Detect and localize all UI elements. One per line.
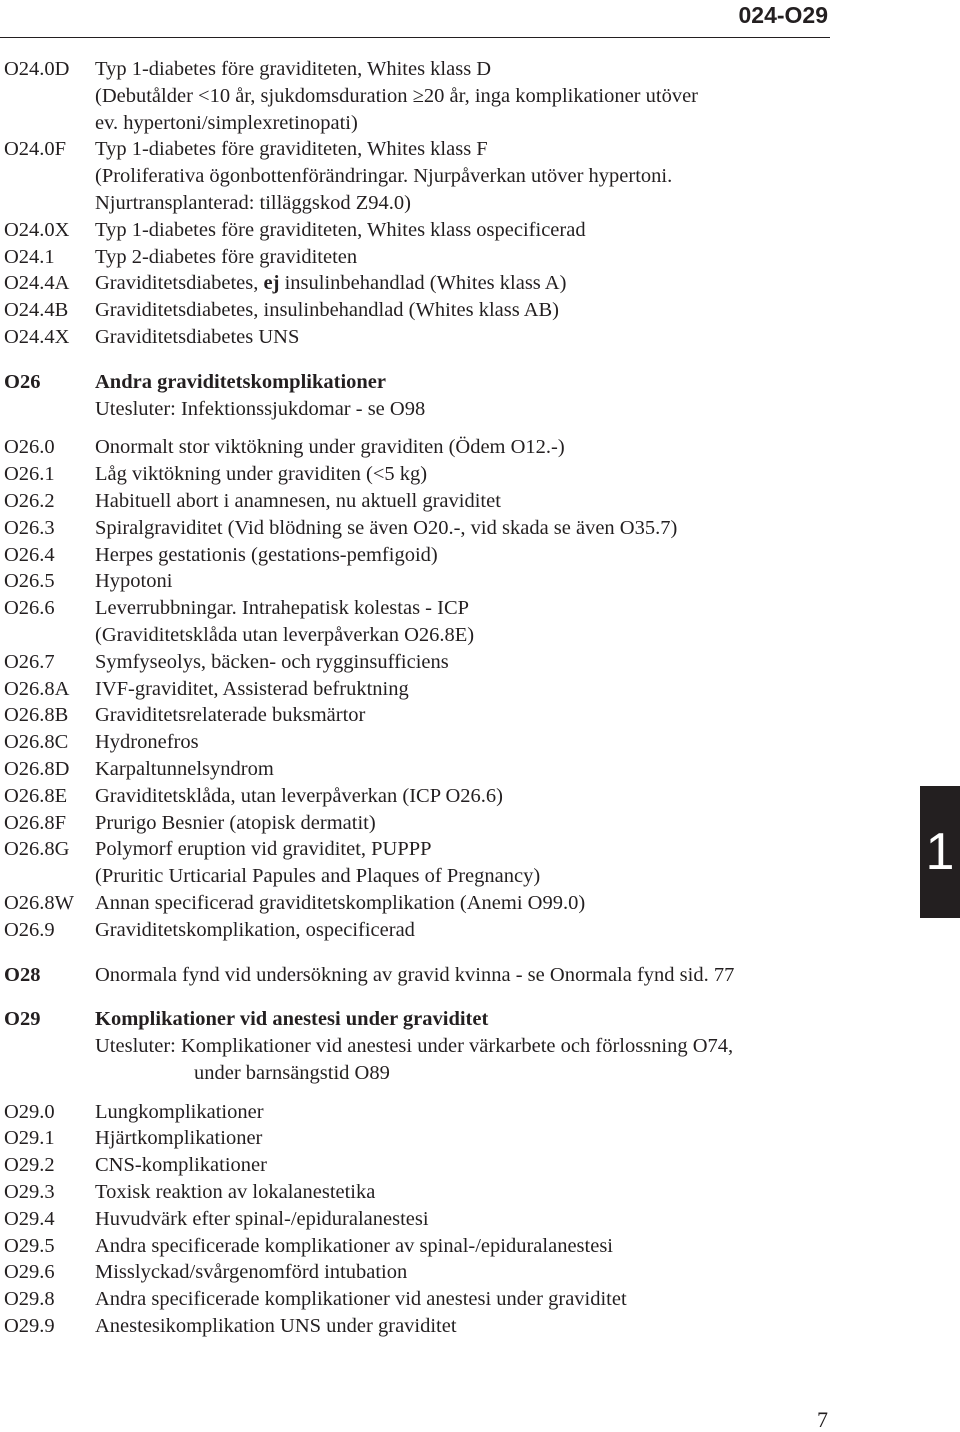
entry-description-cont: ev. hypertoni/simplexretinopati) [95,111,358,134]
entry-code: O24.4A [4,272,70,295]
entry-description: Huvudvärk efter spinal-/epiduralanestesi [95,1207,429,1230]
excludes-note: Utesluter: Komplikationer vid anestesi under värkarbete och förlossning O74, [95,1035,734,1058]
code-entry [4,542,834,569]
entry-description: Graviditetsdiabetes, insulinbehandlad (Whites klass AB) [95,299,560,322]
entry-description: Typ 1-diabetes före graviditeten, Whites klass F [95,138,488,161]
entry-description: Typ 1-diabetes före graviditeten, Whites klass D [95,58,492,80]
entry-description: Lungkomplikationer [95,1100,264,1123]
entry-description: Annan specificerad graviditetskomplikation (Anemi O99.0) [95,891,586,914]
code-entry [4,270,834,297]
entry-code: O26.8G [4,838,70,861]
code-entry [4,783,834,810]
entry-description: CNS-komplikationer [95,1154,267,1177]
running-head: 024-O29 [738,2,828,28]
entry-description-cont: (Debutålder <10 år, sjukdomsduration ≥20 år, inga komplikationer utöver [95,84,698,107]
entry-code: O26.8D [4,757,70,780]
entry-description: Låg viktökning under graviditen (<5 kg) [95,463,428,486]
entry-description: Typ 2-diabetes före graviditeten [95,245,358,268]
entry-code: O26.8C [4,731,69,754]
code-entry [4,836,834,863]
code-entry [4,917,834,944]
entry-code: O26.8E [4,784,68,807]
entry-code: O26.9 [4,918,55,941]
code-entry [4,297,834,324]
entry-code: O26.0 [4,436,55,459]
code-entry [4,136,834,163]
entry-description: Anestesikomplikation UNS under graviditet [95,1315,457,1338]
code-entry [4,434,834,461]
entry-code: O29.5 [4,1234,55,1257]
section-heading [4,369,834,396]
entry-description: Leverrubbningar. Intrahepatisk kolestas - ICP [95,597,470,620]
emphasis-ej: ej [263,272,280,295]
entry-code: O24.4X [4,325,70,348]
entry-description: Prurigo Besnier (atopisk dermatit) [95,811,376,834]
entry-description: Graviditetsrelaterade buksmärtor [95,704,366,727]
entry-description-cont: Njurtransplanterad: tilläggskod Z94.0) [95,191,411,214]
section-heading [4,1006,834,1033]
entry-description: Andra specificerade komplikationer av spinal-/epiduralanestesi [95,1234,613,1257]
code-entry [4,244,834,271]
entry-code: O29.9 [4,1315,55,1338]
chapter-tab: 1 [920,786,960,918]
section-heading [4,962,834,989]
code-entry [4,217,834,244]
section-code: O28 [4,963,41,986]
entry-description: Typ 1-diabetes före graviditeten, Whites klass ospecificerad [95,218,586,241]
entry-description: Spiralgraviditet (Vid blödning se även O20.-, vid skada se även O35.7) [95,516,678,539]
entry-code: O26.6 [4,597,55,620]
entry-description: Symfyseolys, bäcken- och rygginsufficiens [95,650,449,673]
entry-code: O26.3 [4,516,55,539]
entry-code: O26.8W [4,891,75,914]
code-entry [4,1179,834,1206]
entry-code: O24.0D [4,58,70,80]
code-list [4,56,834,1340]
entry-code: O26.2 [4,489,55,512]
code-entry [4,1099,834,1126]
entry-description: Misslyckad/svårgenomförd intubation [95,1261,408,1284]
code-entry [4,568,834,595]
entry-code: O29.0 [4,1100,55,1123]
entry-code: O26.4 [4,543,55,566]
entry-code: O29.1 [4,1127,55,1150]
entry-code: O24.0F [4,138,67,161]
section-title: Onormala fynd vid undersökning av gravid kvinna - se Onormala fynd sid. 77 [95,963,735,986]
code-entry [4,1286,834,1313]
code-entry [4,1125,834,1152]
entry-code: O24.0X [4,218,70,241]
entry-description: Graviditetskomplikation, ospecificerad [95,918,415,941]
entry-code: O24.1 [4,245,55,268]
code-entry [4,1233,834,1260]
entry-code: O26.8A [4,677,70,700]
entry-description: Hydronefros [95,731,199,754]
entry-code: O29.4 [4,1207,55,1230]
entry-code: O26.7 [4,650,55,673]
code-entry [4,1206,834,1233]
entry-code: O26.5 [4,570,55,593]
code-entry [4,676,834,703]
code-entry [4,890,834,917]
entry-description: Graviditetsdiabetes, ej insulinbehandlad (Whites klass A) [95,272,567,295]
section-code: O29 [4,1008,41,1031]
entry-code: O26.1 [4,463,55,486]
entry-description: IVF-graviditet, Assisterad befruktning [95,677,409,700]
code-entry [4,1313,834,1340]
entry-description: Polymorf eruption vid graviditet, PUPPP [95,838,432,861]
entry-description: Hjärtkomplikationer [95,1127,263,1150]
code-entry [4,729,834,756]
entry-code: O29.2 [4,1154,55,1177]
code-entry [4,324,834,351]
code-entry [4,515,834,542]
entry-description: Hypotoni [95,570,173,593]
entry-description: Onormalt stor viktökning under graviditen (Ödem O12.-) [95,436,565,459]
code-entry [4,595,834,622]
code-entry [4,56,834,83]
section-title: Komplikationer vid anestesi under graviditet [95,1008,489,1031]
section-title: Andra graviditetskomplikationer [95,370,386,393]
entry-description-cont: (Proliferativa ögonbottenförändringar. Njurpåverkan utöver hypertoni. [95,165,673,188]
entry-code: O29.8 [4,1288,55,1311]
entry-description: Andra specificerade komplikationer vid anestesi under graviditet [95,1288,627,1311]
code-entry [4,1259,834,1286]
entry-code: O29.6 [4,1261,55,1284]
code-entry [4,702,834,729]
entry-description: Graviditetsdiabetes UNS [95,325,300,348]
code-entry [4,1152,834,1179]
entry-code: O26.8B [4,704,69,727]
code-entry [4,488,834,515]
entry-description: Graviditetsklåda, utan leverpåverkan (ICP O26.6) [95,784,503,807]
entry-description-cont: (Graviditetsklåda utan leverpåverkan O26.8E) [95,623,475,646]
code-entry [4,649,834,676]
entry-description: Toxisk reaktion av lokalanestetika [95,1181,376,1204]
entry-description: Herpes gestationis (gestations-pemfigoid) [95,543,438,566]
entry-code: O29.3 [4,1181,55,1204]
excludes-note: Utesluter: Infektionssjukdomar - se O98 [95,397,426,420]
code-entry [4,461,834,488]
entry-description-cont: (Pruritic Urticarial Papules and Plaques of Pregnancy) [95,865,541,888]
page-number: 7 [817,1407,828,1432]
entry-code: O24.4B [4,299,69,322]
header-rule [0,37,830,38]
entry-code: O26.8F [4,811,67,834]
code-entry [4,756,834,783]
entry-description: Karpaltunnelsyndrom [95,757,274,780]
code-entry [4,810,834,837]
section-code: O26 [4,370,41,393]
excludes-note-cont: under barnsängstid O89 [194,1061,390,1084]
entry-description: Habituell abort i anamnesen, nu aktuell graviditet [95,489,501,512]
